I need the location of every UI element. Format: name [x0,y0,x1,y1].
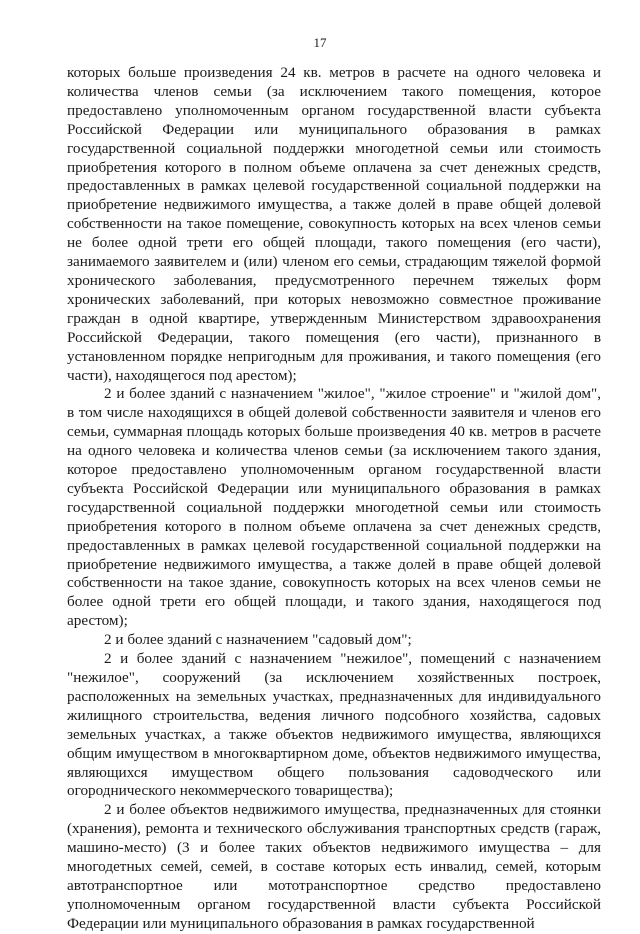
paragraph-garden-houses: 2 и более зданий с назначением "садовый дом"; [104,631,412,649]
paragraph-continuation: которых больше произведения 24 кв. метров в расчете на одного человека и количества членов семьи (за исключением такого помещения, которое предоставлено уполномоченным органом государственной власти субъекта Российской Федерации или муниципального образования в рамках государственной социальной поддержки многодетной семьи или стоимость приобретения которого в полном объеме оплачена за счет денежных средств, предоставленных в рамках целевой государственной социальной поддержки на приобретение недвижимого имущества, а также долей в праве общей долевой собственности на такое помещение, совокупность которых на всех членов семьи не более одной трети его общей площади, такого помещения (его части), занимаемого заявителем и (или) членом его семьи, страдающим тяжелой формой хронического заболевания, предусмотренного перечнем тяжелых форм хронических заболеваний, при которых невозможно совместное проживание граждан в одной квартире, утвержденным Министерством здравоохранения Российской Федерации, такого помещения (его части), признанного в установленном порядке непригодным для проживания, и такого помещения (его части), находящегося под арестом); [67,64,601,384]
paragraph-vehicle-storage: 2 и более объектов недвижимого имущества, предназначенных для стоянки (хранения), ремонта и технического обслуживания транспортных средств (гараж, машино-место) (3 и более таких объектов недвижимого имущества – для многодетных семей, семей, в составе которых есть инвалид, семей, которым автотранспортное или мототранспортное средство предоставлено уполномоченным органом государственной власти субъекта Российской Федерации или муниципального образования в рамках государственной [67,801,601,932]
page-number: 17 [313,35,327,50]
document-body [67,64,601,934]
paragraph-non-residential: 2 и более зданий с назначением "нежилое", помещений с назначением "нежилое", сооружений (за исключением хозяйственных построек, расположенных на земельных участках, предназначенных для индивидуального жилищного строительства, ведения личного подсобного хозяйства, садовых земельных участках, а также объектов недвижимого имущества, являющихся общим имуществом в многоквартирном доме, объектов недвижимого имущества, являющихся имуществом общего пользования садоводческого или огороднического некоммерческого товарищества); [67,650,601,800]
paragraph-residential-buildings: 2 и более зданий с назначением "жилое", "жилое строение" и "жилой дом", в том числе находящихся в общей долевой собственности заявителя и членов его семьи, суммарная площадь которых больше произведения 40 кв. метров в расчете на одного человека и количества членов семьи (за исключением такого здания, которое предоставлено уполномоченным органом государственной власти субъекта Российской Федерации или муниципального образования в рамках государственной социальной поддержки многодетной семьи или стоимость приобретения которого в полном объеме оплачена за счет денежных средств, предоставленных в рамках целевой государственной социальной поддержки на приобретение недвижимого имущества, а также долей в праве общей долевой собственности на такое здание, совокупность которых на всех членов семьи не более одной трети его общей площади, и такого здания, находящегося под арестом); [67,385,601,630]
